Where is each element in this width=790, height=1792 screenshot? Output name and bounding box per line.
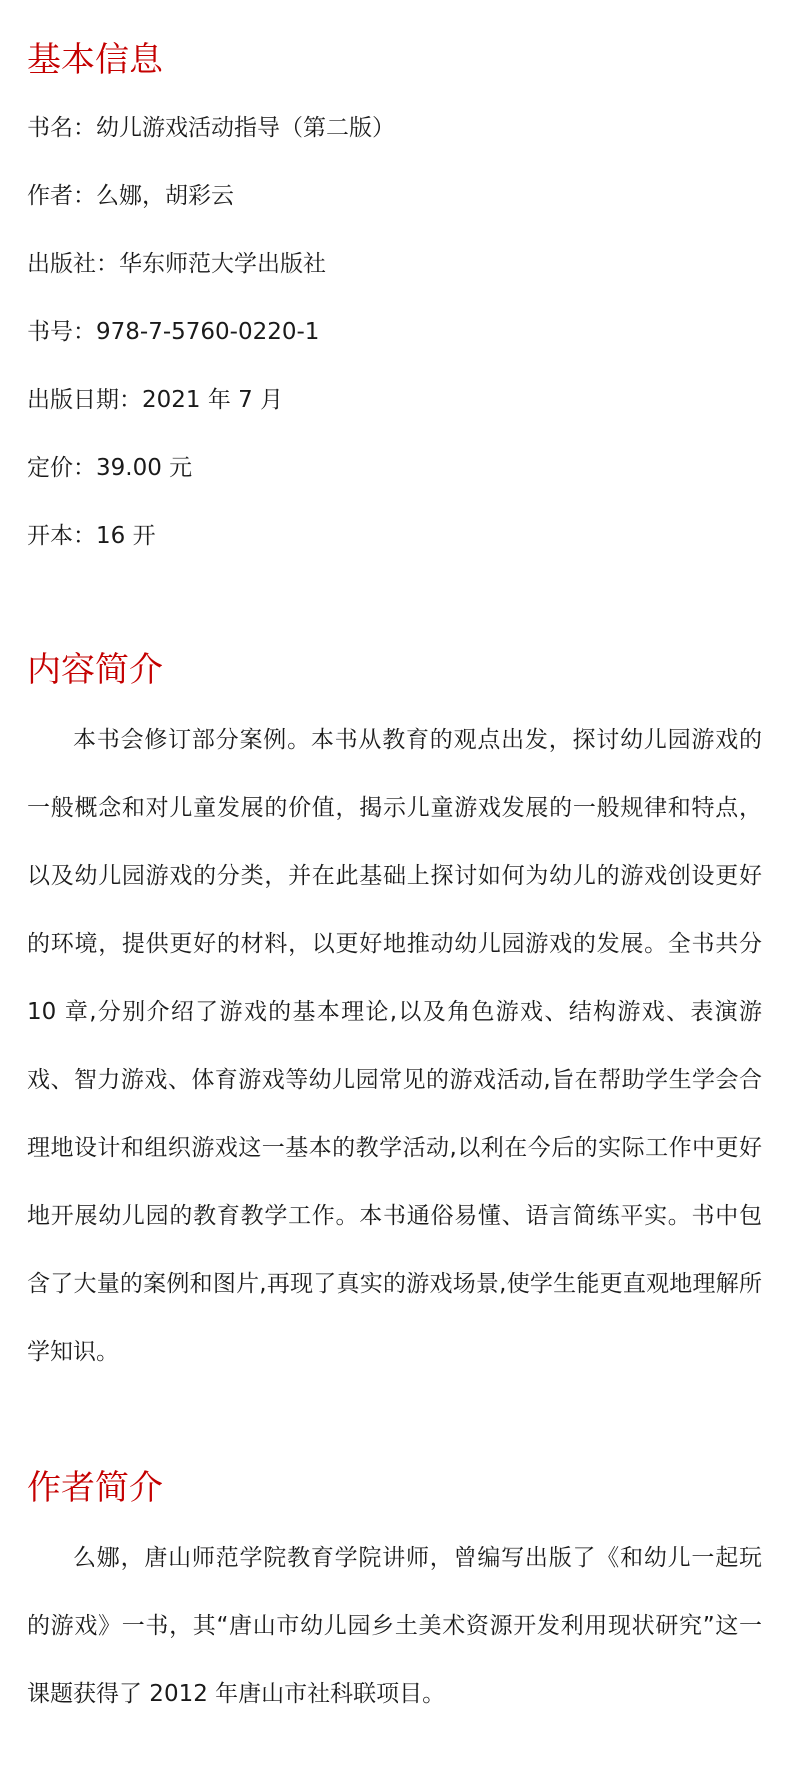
info-row-publish-date: [27, 384, 762, 416]
info-row-publisher: [27, 248, 762, 280]
info-value: 幼儿游戏活动指导（第二版）: [96, 115, 395, 141]
info-value: 华东师范大学出版社: [119, 251, 326, 277]
info-row-author: [27, 180, 762, 212]
info-value: 2021 年 7 月: [142, 387, 284, 413]
info-label: 开本：: [27, 523, 96, 549]
info-row-price: [27, 452, 762, 484]
info-value: 39.00 元: [96, 455, 193, 481]
info-row-title: [27, 112, 762, 144]
info-label: 定价：: [27, 455, 96, 481]
info-row-isbn: [27, 316, 762, 348]
info-label: 书名：: [27, 115, 96, 141]
author-intro-heading: 作者简介: [27, 1468, 163, 1508]
info-label: 书号：: [27, 319, 96, 345]
content-intro-paragraph: 本书会修订部分案例。本书从教育的观点出发，探讨幼儿园游戏的一般概念和对儿童发展的价值，揭示儿童游戏发展的一般规律和特点，以及幼儿园游戏的分类，并在此基础上探讨如何为幼儿的游戏创设更好的环境，提供更好的材料，以更好地推动幼儿园游戏的发展。全书共分 10 章,分别介绍了游戏的基本理论,以及角色游戏、结构游戏、表演游戏、智力游戏、体育游戏等幼儿园常见的游戏活动,旨在帮助学生学会合理地设计和组织游戏这一基本的教学活动,以利在今后的实际工作中更好地开展幼儿园的教育教学工作。本书通俗易懂、语言简练平实。书中包含了大量的案例和图片,再现了真实的游戏场景,使学生能更直观地理解所学知识。: [27, 727, 762, 1365]
info-value: 978-7-5760-0220-1: [96, 319, 320, 345]
info-label: 出版社：: [27, 251, 119, 277]
content-intro-heading: 内容简介: [27, 650, 163, 690]
author-intro-paragraph: 么娜，唐山师范学院教育学院讲师，曾编写出版了《和幼儿一起玩的游戏》一书，其“唐山市幼儿园乡土美术资源开发利用现状研究”这一课题获得了 2012 年唐山市社科联项目。: [27, 1545, 762, 1707]
info-value: 么娜，胡彩云: [96, 183, 234, 209]
info-row-format: [27, 520, 762, 552]
info-value: 16 开: [96, 523, 156, 549]
info-label: 作者：: [27, 183, 96, 209]
info-label: 出版日期：: [27, 387, 142, 413]
basic-info-list: [27, 112, 762, 588]
basic-info-heading: 基本信息: [27, 40, 163, 80]
